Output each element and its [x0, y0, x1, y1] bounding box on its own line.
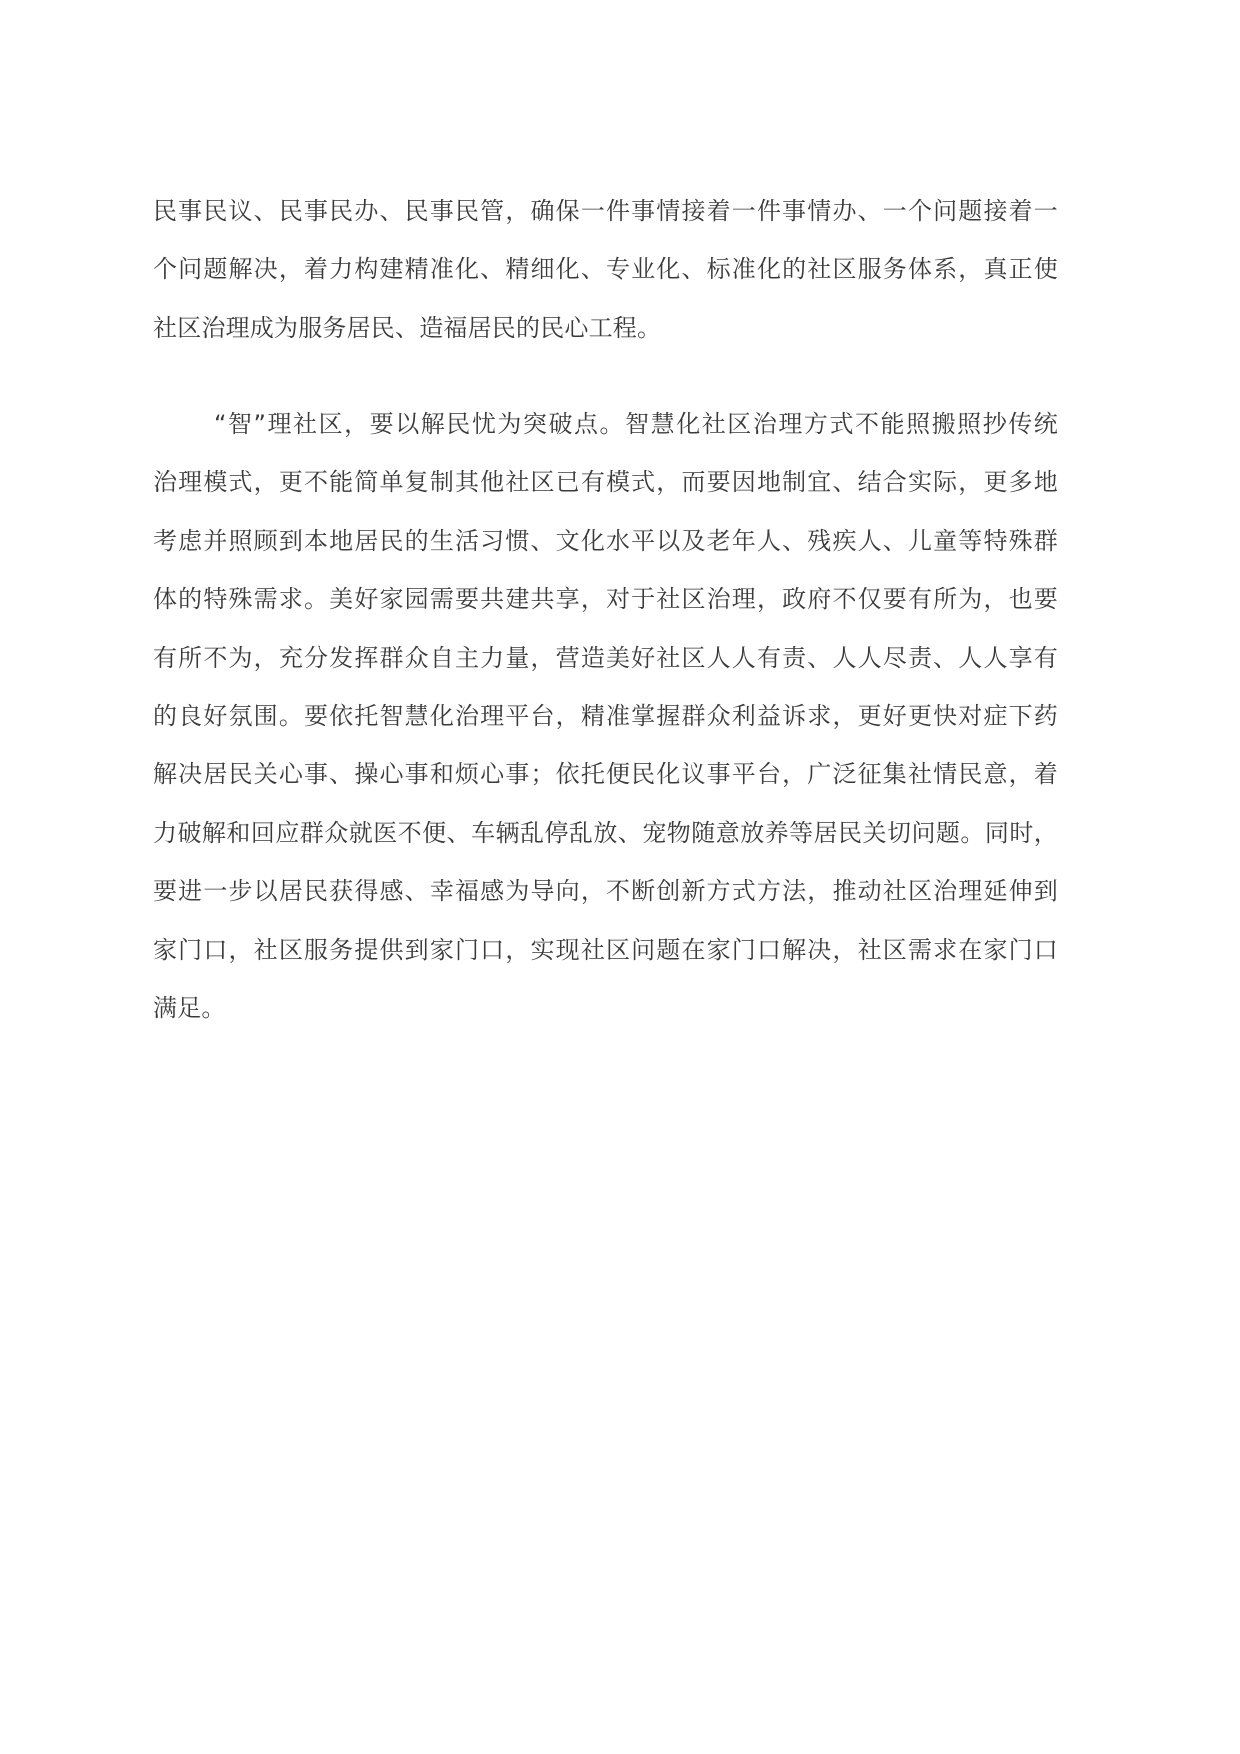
paragraph-2-line: 解决居民关心事、操心事和烦心事；依托便民化议事平台，广泛征集社情民意，着 — [153, 760, 1058, 789]
paragraph-2-line: 考虑并照顾到本地居民的生活习惯、文化水平以及老年人、残疾人、儿童等特殊群 — [153, 526, 1058, 555]
paragraph-2-line: 满足。 — [153, 994, 226, 1023]
paragraph-2-line: 治理模式，更不能简单复制其他社区已有模式，而要因地制宜、结合实际，更多地 — [153, 468, 1058, 497]
paragraph-2-line: 的良好氛围。要依托智慧化治理平台，精准掌握群众利益诉求，更好更快对症下药 — [153, 702, 1058, 731]
paragraph-1-line: 个问题解决，着力构建精准化、精细化、专业化、标准化的社区服务体系，真正使 — [153, 255, 1058, 284]
paragraph-1-line: 社区治理成为服务居民、造福居民的民心工程。 — [153, 313, 662, 342]
paragraph-2-line: “智”理社区，要以解民忧为突破点。智慧化社区治理方式不能照搬照抄传统 — [214, 410, 1058, 438]
paragraph-1 — [153, 182, 1058, 357]
paragraph-2-line: 体的特殊需求。美好家园需要共建共享，对于社区治理，政府不仅要有所为，也要 — [153, 585, 1058, 614]
paragraph-2-line: 有所不为，充分发挥群众自主力量，营造美好社区人人有责、人人尽责、人人享有 — [153, 643, 1058, 672]
paragraph-2-line: 要进一步以居民获得感、幸福感为导向，不断创新方式方法，推动社区治理延伸到 — [153, 877, 1058, 906]
paragraph-2 — [153, 395, 1058, 1037]
paragraph-2-line: 家门口，社区服务提供到家门口，实现社区问题在家门口解决，社区需求在家门口 — [153, 935, 1058, 964]
paragraph-1-line: 民事民议、民事民办、民事民管，确保一件事情接着一件事情办、一个问题接着一 — [153, 197, 1058, 225]
paragraph-2-line: 力破解和回应群众就医不便、车辆乱停乱放、宠物随意放养等居民关切问题。同时， — [153, 818, 1058, 847]
